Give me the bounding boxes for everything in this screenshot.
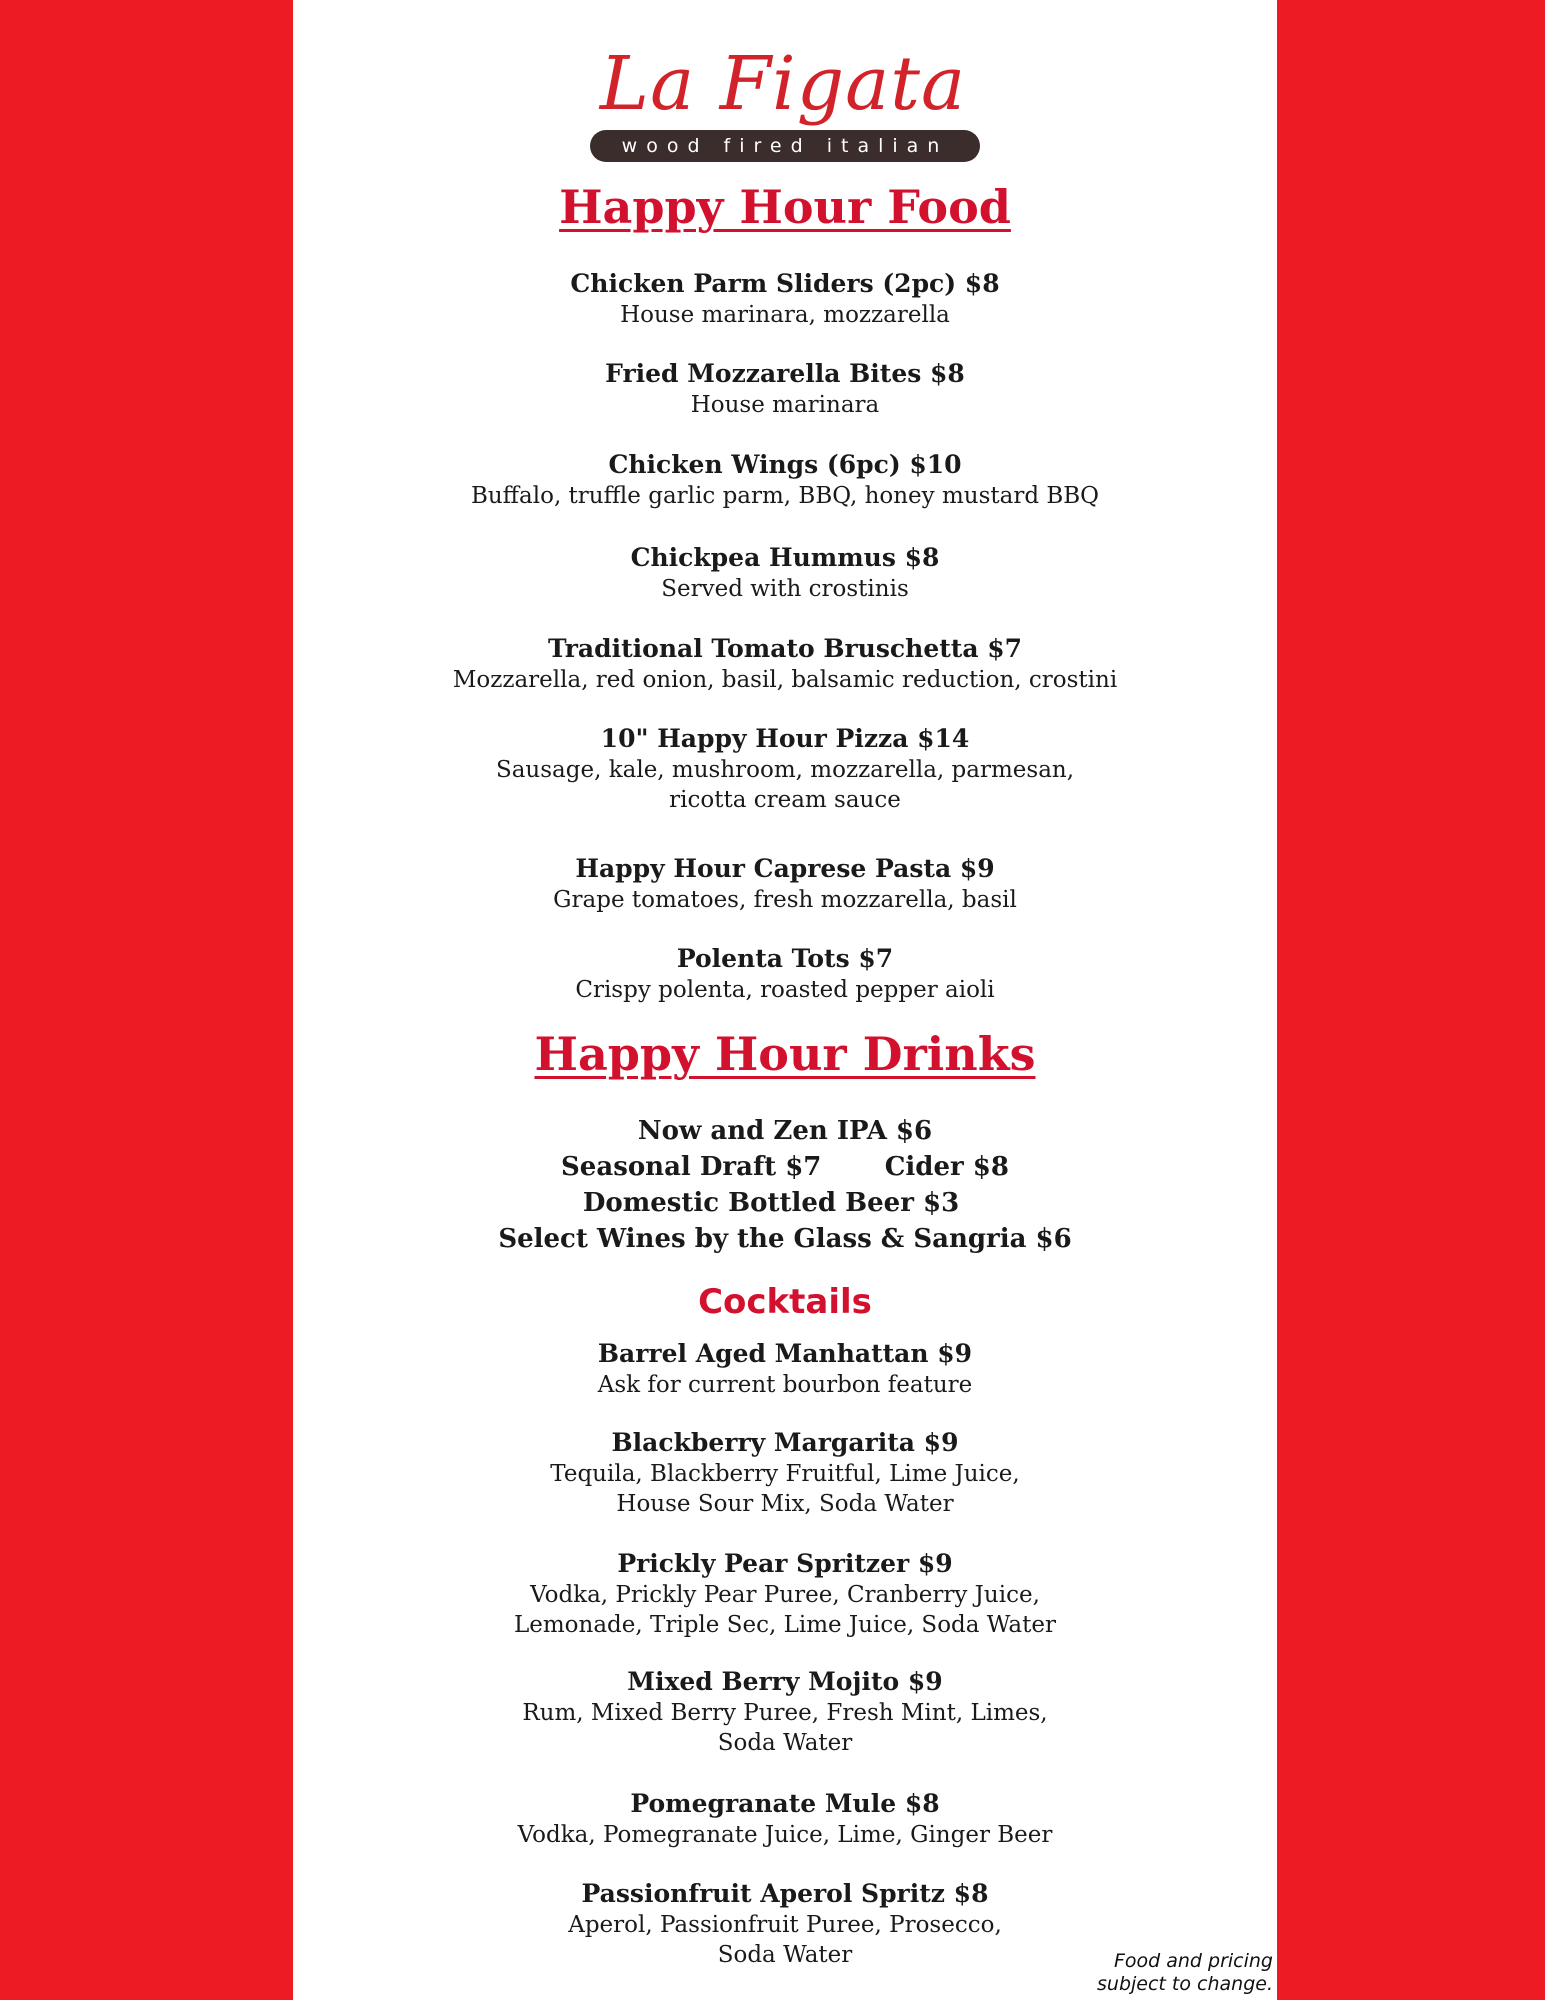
food-item <box>293 268 1277 330</box>
cocktail-desc: Soda Water <box>717 1730 853 1756</box>
food-item-desc: Buffalo, truffle garlic parm, BBQ, honey mustard BBQ <box>470 483 1100 509</box>
cocktail-name: Pomegranate Mule $8 <box>630 1789 940 1818</box>
food-item-name: Chickpea Hummus $8 <box>630 543 940 572</box>
disclaimer-line: subject to change. <box>1097 1973 1273 1995</box>
food-item-desc: ricotta cream sauce <box>669 787 901 813</box>
food-item <box>293 723 1277 815</box>
cocktail-name: Blackberry Margarita $9 <box>611 1428 959 1457</box>
disclaimer-line: Food and pricing <box>1113 1950 1273 1972</box>
cocktail-item <box>293 1427 1277 1519</box>
drink-line: Now and Zen IPA $6 <box>637 1116 933 1146</box>
food-item-name: Polenta Tots $7 <box>676 944 894 973</box>
food-item <box>293 633 1277 695</box>
food-item-desc: Served with crostinis <box>661 576 909 602</box>
menu-page <box>293 0 1277 2000</box>
cocktail-desc: House Sour Mix, Soda Water <box>616 1491 954 1517</box>
drink-line: Domestic Bottled Beer $3 <box>582 1188 960 1218</box>
food-item-name: Chicken Parm Sliders (2pc) $8 <box>570 269 1000 298</box>
cocktail-name: Prickly Pear Spritzer $9 <box>617 1549 953 1578</box>
food-item-name: Traditional Tomato Bruschetta $7 <box>547 634 1023 663</box>
food-item <box>293 358 1277 420</box>
cocktail-name: Barrel Aged Manhattan $9 <box>597 1339 973 1368</box>
food-item-name: Fried Mozzarella Bites $8 <box>605 359 965 388</box>
cocktail-desc: Rum, Mixed Berry Puree, Fresh Mint, Limes, <box>522 1700 1048 1726</box>
food-item-desc: House marinara, mozzarella <box>620 302 950 328</box>
logo-tagline: wood fired italian <box>621 135 949 157</box>
food-item <box>293 449 1277 511</box>
food-item-desc: Crispy polenta, roasted pepper aioli <box>575 977 995 1003</box>
food-item <box>293 853 1277 915</box>
drink-line: Select Wines by the Glass & Sangria $6 <box>498 1224 1072 1254</box>
food-item <box>293 542 1277 604</box>
left-red-stripe <box>0 0 293 2000</box>
cocktail-desc: Vodka, Prickly Pear Puree, Cranberry Juice, <box>530 1582 1040 1608</box>
food-item-name: 10" Happy Hour Pizza $14 <box>600 724 970 753</box>
food-heading: Happy Hour Food <box>559 180 1011 234</box>
restaurant-logo <box>578 38 988 168</box>
cocktail-name: Mixed Berry Mojito $9 <box>627 1667 943 1696</box>
cocktail-desc: Soda Water <box>717 1942 853 1968</box>
cocktail-item <box>293 1548 1277 1640</box>
logo-script-text: La Figata <box>599 41 967 127</box>
drinks-heading: Happy Hour Drinks <box>534 1027 1036 1081</box>
pricing-disclaimer <box>1063 1950 1273 1996</box>
food-item-desc: Mozzarella, red onion, basil, balsamic reduction, crostini <box>452 667 1118 693</box>
cocktail-desc: Ask for current bourbon feature <box>597 1372 973 1398</box>
food-item-desc: Grape tomatoes, fresh mozzarella, basil <box>553 887 1017 913</box>
cocktail-desc: Lemonade, Triple Sec, Lime Juice, Soda Water <box>513 1612 1056 1638</box>
food-item-name: Happy Hour Caprese Pasta $9 <box>575 854 995 883</box>
cocktail-item <box>293 1666 1277 1758</box>
food-item <box>293 943 1277 1005</box>
cocktail-desc: Tequila, Blackberry Fruitful, Lime Juice, <box>550 1461 1020 1487</box>
food-item-name: Chicken Wings (6pc) $10 <box>608 450 962 479</box>
cocktail-item <box>293 1788 1277 1850</box>
food-item-desc: House marinara <box>690 392 880 418</box>
cocktail-name: Passionfruit Aperol Spritz $8 <box>581 1879 989 1908</box>
drink-line: Seasonal Draft $7 Cider $8 <box>561 1152 1009 1182</box>
cocktail-desc: Aperol, Passionfruit Puree, Prosecco, <box>568 1912 1002 1938</box>
cocktail-item <box>293 1338 1277 1400</box>
right-red-stripe <box>1277 0 1545 2000</box>
cocktail-desc: Vodka, Pomegranate Juice, Lime, Ginger Beer <box>517 1822 1053 1848</box>
food-item-desc: Sausage, kale, mushroom, mozzarella, parmesan, <box>495 757 1075 783</box>
cocktails-heading: Cocktails <box>698 1282 872 1322</box>
